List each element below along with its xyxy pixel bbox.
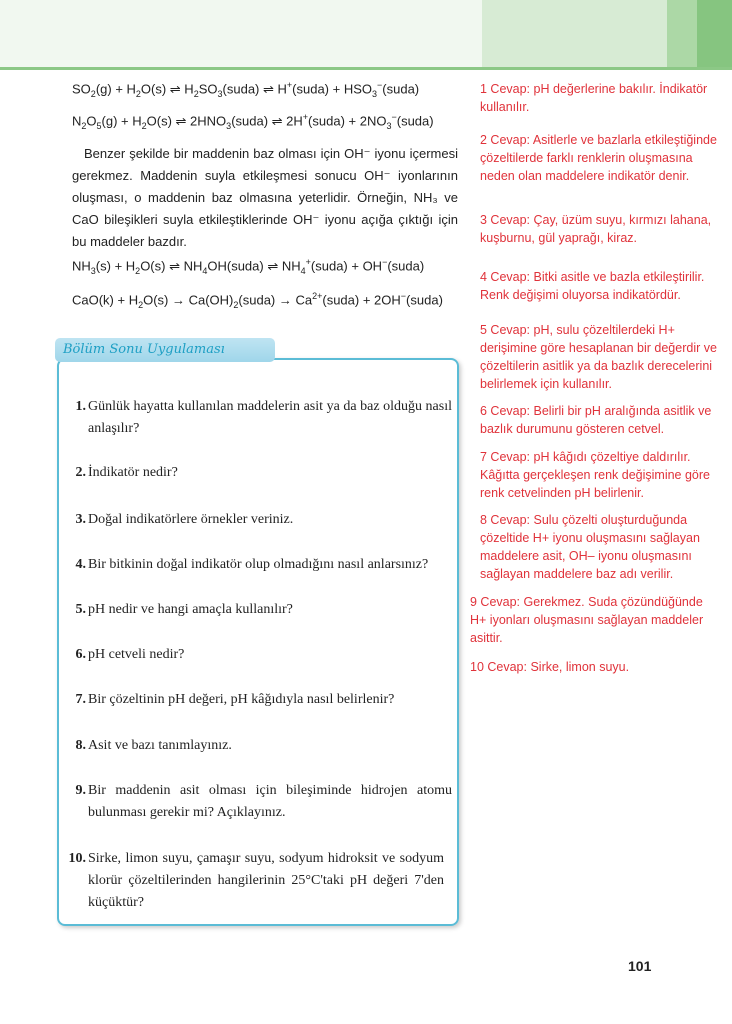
equation-segment: 3 <box>386 120 392 131</box>
equation-segment: CaO(k) + H <box>72 292 139 308</box>
equation-segment: 2 <box>141 120 147 131</box>
equation-segment: NH <box>72 258 91 274</box>
question-item <box>72 599 452 621</box>
equation-segment: 3 <box>226 120 232 131</box>
equation-segment: 3 <box>90 265 96 276</box>
equation-segment: SO <box>72 81 91 97</box>
answer-10: 10 Cevap: Sirke, limon suyu. <box>470 660 630 674</box>
page-number: 101 <box>628 958 652 974</box>
equation-segment: 4 <box>300 265 306 276</box>
equation-segment: O(s) ⇌ 2HNO <box>146 113 227 129</box>
question-number: 2. <box>75 465 86 480</box>
answer-9: 9 Cevap: Gerekmez. Suda çözündüğünde H+ iyonları oluşmasını sağlayan maddeler asittir. <box>470 595 704 645</box>
equation-segment: (s) + H <box>95 258 136 274</box>
question-number: 4. <box>75 557 86 572</box>
answer-5: 5 Cevap: pH, sulu çözeltilerdeki H+ derişimine göre hesaplanan bir değerdir ve çözeltilerin asitlik ya da bazlık derecelerini belirlemek için kullanılır. <box>480 323 717 391</box>
question-text: Doğal indikatörlere örnekler veriniz. <box>88 512 294 527</box>
equation-segment: OH(suda) ⇌ NH <box>207 258 301 274</box>
equation-segment: SO <box>198 81 218 97</box>
header-divider <box>0 67 732 70</box>
header-block <box>482 0 667 67</box>
question-number: 8. <box>75 738 86 753</box>
answer-1: 1 Cevap: pH değerlerine bakılır. İndikatör kullanılır. <box>480 82 708 114</box>
equation <box>72 257 424 276</box>
equation-segment: + <box>286 80 293 90</box>
equation-segment: (suda) + OH <box>310 258 383 274</box>
question-number: 9. <box>75 783 86 798</box>
question-number: 5. <box>75 602 86 617</box>
answer-2: 2 Cevap: Asitlerle ve bazlarla etkileştiğinde çözeltilerde farklı renklerin oluşmasına neden olan maddelere indikatör denir. <box>480 133 717 183</box>
equation-segment: 4 <box>202 265 208 276</box>
equation-segment: 2 <box>138 299 144 310</box>
equation-segment: − <box>377 80 383 90</box>
equation-segment: O(s) ⇌ H <box>140 81 194 97</box>
answer-7: 7 Cevap: pH kâğıdı çözeltiye daldırılır. Kâğıtta gerçekleşen renk değişimine göre renk cetvelinden pH belirlenir. <box>480 450 710 500</box>
equation-segment: − <box>391 112 397 122</box>
question-text: İndikatör nedir? <box>88 465 178 480</box>
question-text: Sirke, limon suyu, çamaşır suyu, sodyum hidroksit ve sodyum klorür çözeltilerinden hangilerinin 25°C'taki pH değeri 7'den küçüktür? <box>88 851 444 910</box>
question-item <box>72 396 452 440</box>
answer-4: 4 Cevap: Bitki asitle ve bazla etkileştirilir. Renk değişimi oluyorsa indikatördür. <box>480 270 705 302</box>
equation-segment: N <box>72 113 82 129</box>
equation <box>72 80 419 99</box>
exercise-box <box>57 358 459 926</box>
body-paragraph: Benzer şekilde bir maddenin baz olması için OH⁻ iyonu içermesi gerekmez. Maddenin suyla etkileşmesi sonucu OH⁻ iyonlarının oluşması, o maddenin baz olmasına yeterlidir. Örneğin, NH₃ ve CaO bileşikleri suyla etkileştiklerinde OH⁻ iyonu açığa çıktığı için bu maddeler bazdır. <box>72 146 458 249</box>
question-text: Bir maddenin asit olması için bileşiminde hidrojen atomu bulunması gerekir mi? Açıklayınız. <box>88 783 452 820</box>
equation-segment: 3 <box>372 88 378 99</box>
equation <box>72 112 434 131</box>
question-number: 1. <box>75 399 86 414</box>
question-item <box>72 644 452 666</box>
equation-segment: (g) + H <box>95 81 136 97</box>
equation-segment: 2 <box>135 265 141 276</box>
equation-segment: (g) + H <box>101 113 142 129</box>
equation-segment: (suda) <box>382 81 420 97</box>
equation-segment: + <box>302 112 309 122</box>
question-text: Asit ve bazı tanımlayınız. <box>88 738 232 753</box>
equation-segment: (suda) <box>387 258 425 274</box>
question-text: Bir çözeltinin pH değeri, pH kâğıdıyla nasıl belirlenir? <box>88 692 395 707</box>
answer-3: 3 Cevap: Çay, üzüm suyu, kırmızı lahana, kuşburnu, gül yaprağı, kiraz. <box>480 213 712 245</box>
equation-segment: (suda) → Ca <box>238 292 313 308</box>
equation-segment: (suda) + 2OH <box>322 292 401 308</box>
question-number: 7. <box>75 692 86 707</box>
question-text: Günlük hayatta kullanılan maddelerin asit ya da baz olduğu nasıl anlaşılır? <box>88 399 452 436</box>
equation-segment: O <box>86 113 97 129</box>
equation-segment: (suda) ⇌ H <box>222 81 287 97</box>
equation-segment: − <box>400 291 407 301</box>
question-item <box>64 848 444 914</box>
answer-6: 6 Cevap: Belirli bir pH aralığında asitlik ve bazlık durumunu gösteren cetvel. <box>480 404 712 436</box>
equation-segment: (suda) <box>406 292 443 308</box>
equation-segment: O(s) ⇌ NH <box>140 258 203 274</box>
question-number: 6. <box>75 647 86 662</box>
equation-segment: 2 <box>81 120 87 131</box>
equation-segment: 3 <box>217 88 223 99</box>
equation-segment: 2 <box>90 88 96 99</box>
equation <box>72 291 443 310</box>
question-text: pH nedir ve hangi amaçla kullanılır? <box>88 602 293 617</box>
question-number: 10. <box>68 851 86 866</box>
equation-segment: − <box>382 257 388 267</box>
equation-segment: (suda) + 2NO <box>308 113 387 129</box>
equation-segment: 5 <box>96 120 102 131</box>
equation-segment: 2+ <box>312 291 323 301</box>
question-item <box>72 735 452 757</box>
equation-segment: 2 <box>193 88 199 99</box>
question-item <box>72 689 452 711</box>
question-text: pH cetveli nedir? <box>88 647 185 662</box>
header-block <box>667 0 697 67</box>
equation-segment: + <box>305 257 311 267</box>
question-item <box>72 780 452 824</box>
question-item <box>72 462 452 484</box>
equation-segment: (suda) + HSO <box>292 81 372 97</box>
equation-segment: 2 <box>233 299 239 310</box>
answer-8: 8 Cevap: Sulu çözelti oluşturduğunda çözeltide H+ iyonu oluşmasını sağlayan maddelere asit, OH– iyonu oluşmasını sağlayan maddelere baz adı verilir. <box>480 513 700 581</box>
equation-segment: (suda) ⇌ 2H <box>231 113 303 129</box>
equation-segment: O(s) → Ca(OH) <box>143 292 234 308</box>
question-item <box>72 509 452 531</box>
equation-segment: (suda) <box>396 113 434 129</box>
header-block <box>697 0 732 67</box>
section-title: Bölüm Sonu Uygulaması <box>55 338 275 362</box>
question-number: 3. <box>75 512 86 527</box>
question-item <box>72 554 452 576</box>
question-text: Bir bitkinin doğal indikatör olup olmadığını nasıl anlarsınız? <box>88 557 429 572</box>
equation-segment: 2 <box>135 88 141 99</box>
